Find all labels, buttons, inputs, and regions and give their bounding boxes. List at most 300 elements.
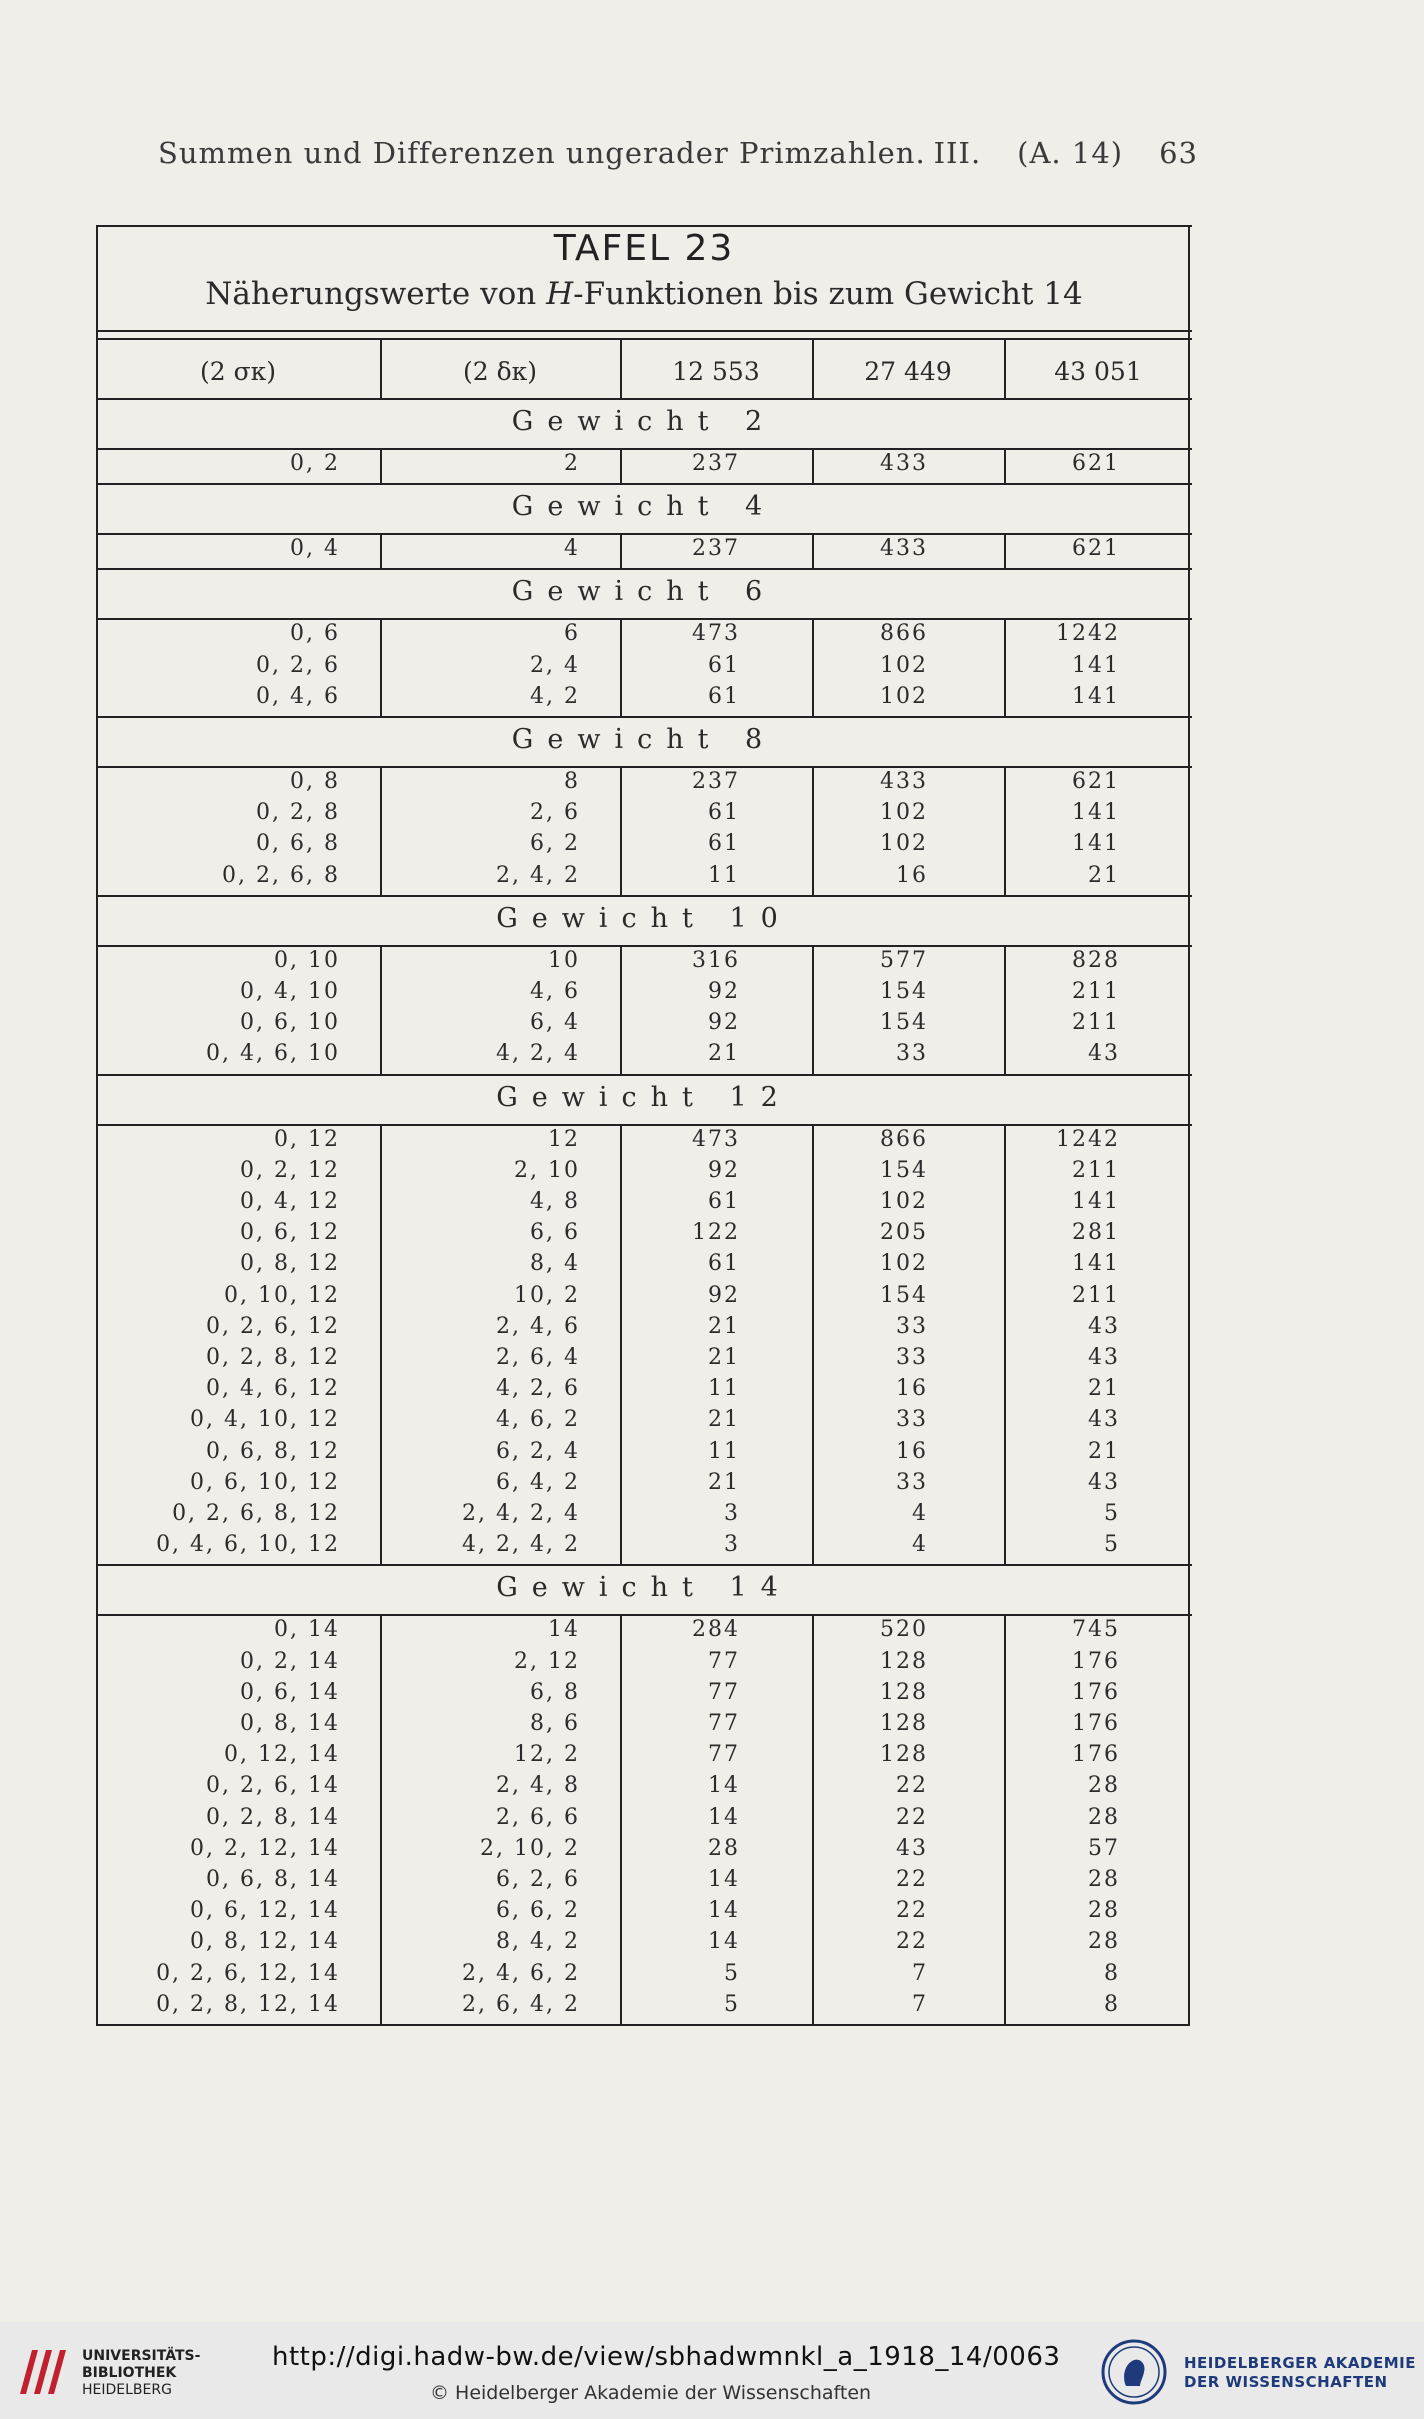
value-27449-cell: 154: [880, 979, 928, 1004]
value-43051-cell: 211: [1072, 1157, 1120, 1183]
value-43051-cell: 28: [1088, 1804, 1120, 1830]
table-row: [96, 1373, 1192, 1404]
table-row: [96, 1186, 1192, 1217]
column-divider: [1004, 766, 1006, 895]
table-row: [96, 1217, 1192, 1248]
value-12553-cell: 237: [692, 451, 740, 476]
column-divider: [812, 945, 814, 1074]
table-row: [96, 1311, 1192, 1342]
table-row: [96, 1498, 1192, 1529]
value-27449-cell: 43: [896, 1835, 928, 1861]
sigma-cell: 0, 4, 10, 12: [190, 1407, 340, 1433]
delta-cell: 12, 2: [514, 1742, 580, 1768]
table-row: [96, 1124, 1192, 1155]
table-row: [96, 766, 1192, 797]
value-12553-cell: 11: [708, 1376, 740, 1402]
header-column-divider: [620, 340, 622, 398]
value-43051-cell: 28: [1088, 1773, 1120, 1799]
delta-cell: 2, 6, 4, 2: [462, 1991, 580, 2017]
table-row: [96, 1989, 1192, 2020]
value-43051-cell: 21: [1088, 1376, 1120, 1402]
delta-cell: 4, 2: [530, 683, 580, 709]
value-12553-cell: 5: [724, 1991, 740, 2017]
sigma-cell: 0, 4, 6: [256, 683, 340, 709]
table-row: [96, 1646, 1192, 1677]
value-27449-cell: 33: [896, 1313, 928, 1339]
value-12553-cell: 61: [708, 800, 740, 826]
value-27449-cell: 33: [896, 1041, 928, 1067]
sigma-cell: 0, 8, 12, 14: [190, 1929, 340, 1955]
value-12553-cell: 61: [708, 1251, 740, 1277]
value-12553-cell: 92: [708, 1282, 740, 1308]
value-43051-cell: 141: [1072, 652, 1120, 678]
sigma-cell: 0, 10, 12: [224, 1282, 340, 1308]
sigma-cell: 0, 12: [274, 1126, 340, 1152]
value-43051-cell: 141: [1072, 683, 1120, 709]
value-12553-cell: 21: [708, 1345, 740, 1370]
value-27449-cell: 154: [880, 1282, 928, 1308]
sigma-cell: 0, 10: [274, 947, 340, 973]
value-27449-cell: 433: [880, 769, 928, 794]
value-27449-cell: 128: [880, 1742, 928, 1768]
value-12553-cell: 122: [692, 1220, 740, 1246]
value-43051-cell: 1242: [1056, 621, 1120, 647]
academy-name: HEIDELBERGER AKADEMIE DER WISSENSCHAFTEN: [1184, 2354, 1416, 2391]
delta-cell: 6, 4: [530, 1010, 580, 1036]
value-43051-cell: 211: [1072, 1282, 1120, 1308]
table-row: [96, 1614, 1192, 1645]
column-divider: [1004, 1614, 1006, 2024]
value-43051-cell: 5: [1104, 1501, 1120, 1526]
delta-cell: 6, 2: [530, 831, 580, 857]
value-12553-cell: 14: [708, 1929, 740, 1955]
value-12553-cell: 3: [724, 1501, 740, 1526]
delta-cell: 2, 4, 2: [496, 862, 580, 888]
table-row: [96, 1864, 1192, 1895]
sigma-cell: 0, 2, 8, 12, 14: [156, 1991, 340, 2017]
sigma-cell: 0, 2, 6, 12, 14: [156, 1960, 340, 1986]
table-row: [96, 1007, 1192, 1038]
table-title: TAFEL 23: [553, 228, 735, 269]
value-43051-cell: 5: [1104, 1532, 1120, 1558]
column-divider: [380, 533, 382, 568]
table-row: [96, 650, 1192, 681]
table-row: [96, 1833, 1192, 1864]
table-row: [96, 533, 1192, 564]
value-43051-cell: 57: [1088, 1835, 1120, 1861]
value-27449-cell: 102: [880, 800, 928, 826]
sigma-cell: 0, 6, 14: [240, 1679, 340, 1705]
sigma-cell: 0, 8: [290, 769, 340, 794]
value-43051-cell: 176: [1072, 1679, 1120, 1705]
value-12553-cell: 77: [708, 1648, 740, 1674]
delta-cell: 4, 8: [530, 1189, 580, 1214]
delta-cell: 2, 4: [530, 652, 580, 678]
value-43051-cell: 141: [1072, 1251, 1120, 1277]
value-27449-cell: 520: [880, 1617, 928, 1643]
value-12553-cell: 61: [708, 831, 740, 857]
delta-cell: 8, 6: [530, 1711, 580, 1736]
value-27449-cell: 102: [880, 683, 928, 709]
value-27449-cell: 7: [912, 1991, 928, 2017]
column-divider: [812, 448, 814, 483]
section-bottom-rule: [96, 568, 1192, 570]
university-library-logo-icon: [14, 2344, 70, 2400]
column-divider: [620, 945, 622, 1074]
column-divider: [812, 766, 814, 895]
value-12553-cell: 77: [708, 1742, 740, 1768]
table-row: [96, 1770, 1192, 1801]
value-43051-cell: 621: [1072, 769, 1120, 794]
value-12553-cell: 21: [708, 1041, 740, 1067]
sigma-cell: 0, 14: [274, 1617, 340, 1643]
value-12553-cell: 92: [708, 979, 740, 1004]
sigma-cell: 0, 6, 10: [240, 1010, 340, 1036]
column-divider: [620, 766, 622, 895]
value-43051-cell: 621: [1072, 536, 1120, 562]
table-row: [96, 1342, 1192, 1373]
column-divider: [380, 945, 382, 1074]
delta-cell: 12: [548, 1126, 580, 1152]
sigma-cell: 0, 6, 12: [240, 1220, 340, 1246]
value-27449-cell: 433: [880, 536, 928, 562]
header-27449: 27 449: [864, 357, 952, 386]
value-27449-cell: 577: [880, 947, 928, 973]
value-43051-cell: 141: [1072, 800, 1120, 826]
column-divider: [812, 1124, 814, 1565]
table-row: [96, 1895, 1192, 1926]
running-head: [158, 136, 1198, 170]
value-12553-cell: 21: [708, 1313, 740, 1339]
delta-cell: 6, 2, 6: [496, 1867, 580, 1892]
delta-cell: 4, 6, 2: [496, 1407, 580, 1433]
section-heading: Gewicht 6: [511, 576, 777, 608]
value-12553-cell: 77: [708, 1711, 740, 1736]
delta-cell: 2: [564, 451, 580, 476]
value-27449-cell: 102: [880, 1189, 928, 1214]
value-27449-cell: 22: [896, 1898, 928, 1924]
footer-bar: [0, 2322, 1424, 2419]
sigma-cell: 0, 4, 12: [240, 1189, 340, 1214]
value-12553-cell: 21: [708, 1469, 740, 1495]
column-divider: [620, 533, 622, 568]
value-27449-cell: 433: [880, 451, 928, 476]
value-27449-cell: 7: [912, 1960, 928, 1986]
sigma-cell: 0, 6, 12, 14: [190, 1898, 340, 1924]
double-rule-lower: [96, 338, 1192, 340]
sigma-cell: 0, 6: [290, 621, 340, 647]
value-12553-cell: 11: [708, 862, 740, 888]
table-row: [96, 1404, 1192, 1435]
header-bottom-rule: [96, 398, 1192, 400]
value-12553-cell: 61: [708, 683, 740, 709]
delta-cell: 6, 8: [530, 1679, 580, 1705]
table-row: [96, 1958, 1192, 1989]
value-43051-cell: 28: [1088, 1898, 1120, 1924]
table-row: [96, 1677, 1192, 1708]
delta-cell: 4: [564, 536, 580, 562]
sigma-cell: 0, 6, 8, 12: [206, 1438, 340, 1464]
sigma-cell: 0, 2, 8, 14: [206, 1804, 340, 1830]
table-row: [96, 1529, 1192, 1560]
column-divider: [620, 1614, 622, 2024]
sigma-cell: 0, 4, 6, 12: [206, 1376, 340, 1402]
header-column-divider: [812, 340, 814, 398]
delta-cell: 2, 4, 8: [496, 1773, 580, 1799]
sigma-cell: 0, 4, 6, 10, 12: [156, 1532, 340, 1558]
table-row: [96, 1708, 1192, 1739]
value-27449-cell: 102: [880, 831, 928, 857]
header-43051: 43 051: [1054, 357, 1142, 386]
value-12553-cell: 3: [724, 1532, 740, 1558]
section-heading: Gewicht 14: [496, 1572, 792, 1604]
permalink-url[interactable]: http://digi.hadw-bw.de/view/sbhadwmnkl_a_1918_14/0063: [272, 2342, 1061, 2372]
table-row: [96, 1280, 1192, 1311]
header-column-divider: [380, 340, 382, 398]
value-43051-cell: 21: [1088, 1438, 1120, 1464]
value-27449-cell: 154: [880, 1157, 928, 1183]
value-43051-cell: 211: [1072, 1010, 1120, 1036]
sigma-cell: 0, 2, 8: [256, 800, 340, 826]
value-27449-cell: 33: [896, 1469, 928, 1495]
table-row: [96, 1038, 1192, 1069]
value-12553-cell: 237: [692, 769, 740, 794]
table-row: [96, 945, 1192, 976]
column-divider: [380, 766, 382, 895]
table-row: [96, 797, 1192, 828]
value-27449-cell: 33: [896, 1345, 928, 1370]
table-row: [96, 1248, 1192, 1279]
value-43051-cell: 43: [1088, 1345, 1120, 1370]
sigma-cell: 0, 2, 6, 14: [206, 1773, 340, 1799]
sigma-cell: 0, 2, 6, 8, 12: [172, 1501, 340, 1526]
delta-cell: 8, 4, 2: [496, 1929, 580, 1955]
copyright-notice: © Heidelberger Akademie der Wissenschaften: [430, 2382, 872, 2404]
value-12553-cell: 92: [708, 1010, 740, 1036]
value-43051-cell: 8: [1104, 1960, 1120, 1986]
sigma-cell: 0, 4, 10: [240, 979, 340, 1004]
delta-cell: 4, 2, 4: [496, 1041, 580, 1067]
value-43051-cell: 43: [1088, 1041, 1120, 1067]
delta-cell: 2, 10, 2: [480, 1835, 580, 1861]
value-12553-cell: 284: [692, 1617, 740, 1643]
running-head-part: III.: [933, 136, 982, 170]
column-divider: [380, 618, 382, 716]
column-divider: [620, 448, 622, 483]
value-27449-cell: 22: [896, 1867, 928, 1892]
delta-cell: 8: [564, 769, 580, 794]
table-row: [96, 1436, 1192, 1467]
delta-cell: 2, 4, 2, 4: [462, 1501, 580, 1526]
value-43051-cell: 621: [1072, 451, 1120, 476]
delta-cell: 6, 6, 2: [496, 1898, 580, 1924]
header-sigma: (2 σκ): [199, 357, 277, 386]
column-divider: [620, 618, 622, 716]
value-43051-cell: 176: [1072, 1648, 1120, 1674]
value-43051-cell: 745: [1072, 1617, 1120, 1643]
value-43051-cell: 28: [1088, 1867, 1120, 1892]
table-row: [96, 1467, 1192, 1498]
value-43051-cell: 43: [1088, 1469, 1120, 1495]
double-rule-upper: [96, 330, 1192, 332]
table-row: [96, 976, 1192, 1007]
value-12553-cell: 14: [708, 1898, 740, 1924]
column-divider: [1004, 448, 1006, 483]
value-12553-cell: 21: [708, 1407, 740, 1433]
value-43051-cell: 176: [1072, 1711, 1120, 1736]
value-43051-cell: 8: [1104, 1991, 1120, 2017]
table-row: [96, 448, 1192, 479]
value-27449-cell: 22: [896, 1804, 928, 1830]
delta-cell: 10, 2: [514, 1282, 580, 1308]
page-number: 63: [1159, 136, 1198, 170]
value-43051-cell: 43: [1088, 1407, 1120, 1433]
delta-cell: 2, 10: [514, 1157, 580, 1183]
delta-cell: 2, 4, 6: [496, 1313, 580, 1339]
value-12553-cell: 14: [708, 1804, 740, 1830]
delta-cell: 2, 4, 6, 2: [462, 1960, 580, 1986]
column-divider: [620, 1124, 622, 1565]
value-12553-cell: 5: [724, 1960, 740, 1986]
delta-cell: 10: [548, 947, 580, 973]
table-row: [96, 1739, 1192, 1770]
value-12553-cell: 237: [692, 536, 740, 562]
table-subtitle: Näherungswerte von H-Funktionen bis zum Gewicht 14: [205, 276, 1083, 312]
value-43051-cell: 1242: [1056, 1126, 1120, 1152]
section-heading: Gewicht 12: [496, 1081, 792, 1113]
table-row: [96, 828, 1192, 859]
value-43051-cell: 211: [1072, 979, 1120, 1004]
value-12553-cell: 316: [692, 947, 740, 973]
value-27449-cell: 102: [880, 1251, 928, 1277]
sigma-cell: 0, 8, 14: [240, 1711, 340, 1736]
section-heading: Gewicht 2: [511, 406, 777, 437]
value-12553-cell: 473: [692, 621, 740, 647]
column-divider: [1004, 945, 1006, 1074]
column-divider: [1004, 618, 1006, 716]
value-12553-cell: 61: [708, 1189, 740, 1214]
value-27449-cell: 154: [880, 1010, 928, 1036]
value-43051-cell: 141: [1072, 831, 1120, 857]
value-43051-cell: 28: [1088, 1929, 1120, 1955]
value-12553-cell: 473: [692, 1126, 740, 1152]
section-heading: Gewicht 4: [511, 491, 777, 523]
section-heading: Gewicht 10: [496, 902, 792, 934]
value-27449-cell: 866: [880, 1126, 928, 1152]
value-27449-cell: 4: [912, 1532, 928, 1558]
sigma-cell: 0, 2: [290, 451, 340, 476]
value-43051-cell: 43: [1088, 1313, 1120, 1339]
university-library-name: UNIVERSITÄTS- BIBLIOTHEK HEIDELBERG: [82, 2348, 201, 2398]
value-27449-cell: 16: [896, 862, 928, 888]
sigma-cell: 0, 2, 6, 12: [206, 1313, 340, 1339]
sigma-cell: 0, 8, 12: [240, 1251, 340, 1277]
sigma-cell: 0, 2, 12, 14: [190, 1835, 340, 1861]
header-delta: (2 δκ): [462, 357, 538, 386]
header-12553: 12 553: [672, 357, 760, 386]
sigma-cell: 0, 4: [290, 536, 340, 562]
table-row: [96, 1802, 1192, 1833]
value-27449-cell: 22: [896, 1929, 928, 1955]
table-row: [96, 1155, 1192, 1186]
value-12553-cell: 14: [708, 1867, 740, 1892]
value-27449-cell: 102: [880, 652, 928, 678]
value-27449-cell: 128: [880, 1648, 928, 1674]
value-27449-cell: 16: [896, 1376, 928, 1402]
delta-cell: 6: [564, 621, 580, 647]
value-27449-cell: 16: [896, 1438, 928, 1464]
delta-cell: 2, 6, 4: [496, 1345, 580, 1370]
sigma-cell: 0, 6, 8, 14: [206, 1867, 340, 1892]
table-row: [96, 618, 1192, 649]
column-divider: [1004, 533, 1006, 568]
section-bottom-rule: [96, 716, 1192, 718]
value-27449-cell: 128: [880, 1679, 928, 1705]
value-27449-cell: 205: [880, 1220, 928, 1246]
running-head-ref: (A. 14): [1017, 136, 1124, 170]
section-bottom-rule: [96, 1564, 1192, 1566]
delta-cell: 2, 12: [514, 1648, 580, 1674]
table-row: [96, 681, 1192, 712]
value-27449-cell: 33: [896, 1407, 928, 1433]
delta-cell: 8, 4: [530, 1251, 580, 1277]
section-bottom-rule: [96, 895, 1192, 897]
delta-cell: 4, 2, 6: [496, 1376, 580, 1402]
column-divider: [380, 1124, 382, 1565]
section-heading: Gewicht 8: [511, 724, 777, 755]
value-27449-cell: 128: [880, 1711, 928, 1736]
delta-cell: 2, 6, 6: [496, 1804, 580, 1830]
value-12553-cell: 61: [708, 652, 740, 678]
sigma-cell: 0, 12, 14: [224, 1742, 340, 1768]
sigma-cell: 0, 4, 6, 10: [206, 1041, 340, 1067]
running-head-title: Summen und Differenzen ungerader Primzahlen.: [158, 136, 926, 170]
sigma-cell: 0, 6, 8: [256, 831, 340, 857]
sigma-cell: 0, 2, 6, 8: [222, 862, 340, 888]
table-row: [96, 860, 1192, 891]
value-27449-cell: 22: [896, 1773, 928, 1799]
value-27449-cell: 4: [912, 1501, 928, 1526]
delta-cell: 4, 2, 4, 2: [462, 1532, 580, 1558]
value-43051-cell: 828: [1072, 947, 1120, 973]
section-bottom-rule: [96, 1074, 1192, 1076]
column-divider: [812, 618, 814, 716]
sigma-cell: 0, 2, 6: [256, 652, 340, 678]
value-27449-cell: 866: [880, 621, 928, 647]
value-43051-cell: 176: [1072, 1742, 1120, 1768]
sigma-cell: 0, 2, 8, 12: [206, 1345, 340, 1370]
delta-cell: 4, 6: [530, 979, 580, 1004]
table-row: [96, 1926, 1192, 1957]
sigma-cell: 0, 2, 12: [240, 1157, 340, 1183]
column-divider: [380, 1614, 382, 2024]
delta-cell: 6, 2, 4: [496, 1438, 580, 1464]
section-bottom-rule: [96, 483, 1192, 485]
value-12553-cell: 77: [708, 1679, 740, 1705]
value-12553-cell: 14: [708, 1773, 740, 1799]
column-divider: [1004, 1124, 1006, 1565]
delta-cell: 2, 6: [530, 800, 580, 826]
value-12553-cell: 28: [708, 1835, 740, 1861]
header-column-divider: [1004, 340, 1006, 398]
value-43051-cell: 141: [1072, 1189, 1120, 1214]
value-43051-cell: 281: [1072, 1220, 1120, 1246]
delta-cell: 6, 4, 2: [496, 1469, 580, 1495]
column-divider: [380, 448, 382, 483]
academy-seal-icon: [1100, 2338, 1168, 2406]
delta-cell: 14: [548, 1617, 580, 1643]
sigma-cell: 0, 2, 14: [240, 1648, 340, 1674]
